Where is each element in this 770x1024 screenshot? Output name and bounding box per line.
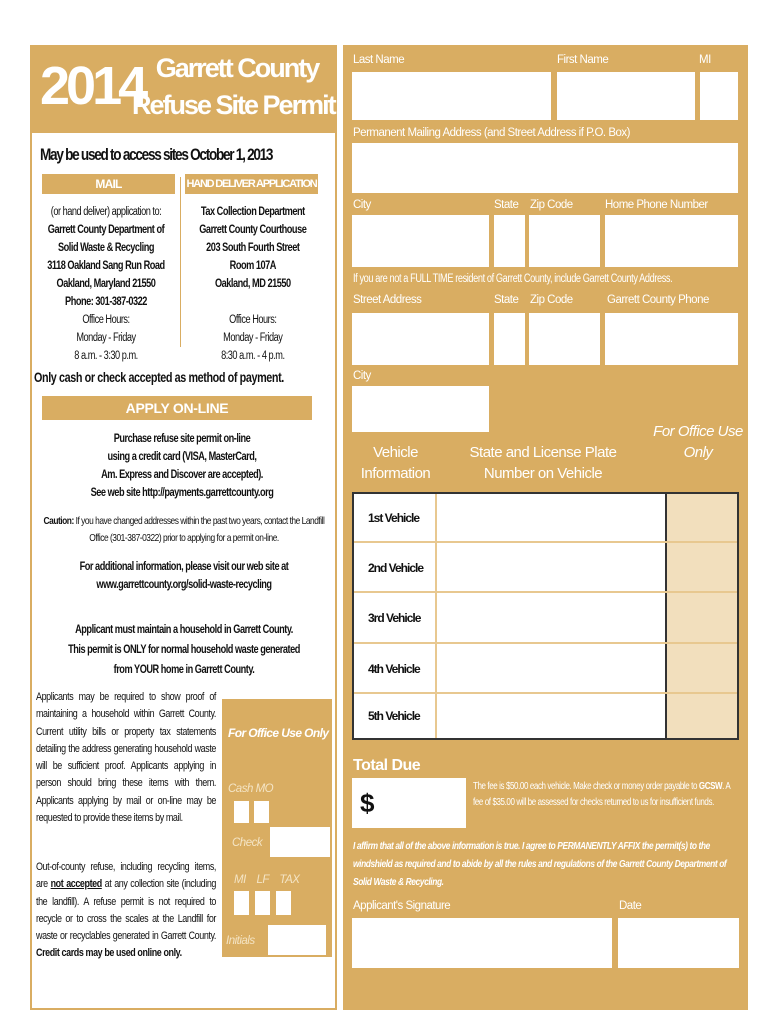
mail-bar: MAIL (42, 174, 175, 194)
vehicle-row[interactable]: 1st Vehicle (354, 494, 737, 543)
additional-info: For additional information, please visit our web site at www.garrettcounty.org/solid-waste-recycling (36, 558, 332, 594)
fee-note: The fee is $50.00 each vehicle. Make check or money order payable to GCSW. A fee of $35.00 will be assessed for checks returned to us for insufficient funds. (473, 781, 730, 808)
mailing-address-input[interactable] (352, 143, 738, 193)
city-input[interactable] (352, 215, 489, 267)
zip-input[interactable] (529, 215, 600, 267)
signature-input[interactable] (352, 918, 612, 968)
title-line1: Garrett County (155, 53, 319, 83)
gc-city-input[interactable] (352, 386, 489, 432)
initials-field[interactable] (268, 925, 326, 955)
household-requirement: Applicant must maintain a household in Garrett County. This permit is ONLY for normal household waste generated from YOUR home in Garrett County. (68, 624, 300, 676)
home-phone-input[interactable] (605, 215, 738, 267)
payments-link[interactable]: See web site http://payments.garrettcounty.org (90, 487, 274, 499)
vehicle-table (352, 492, 739, 740)
info-panel (30, 45, 337, 1010)
payment-note: Only cash or check accepted as method of payment. (34, 370, 284, 385)
vehicle-row[interactable]: 2nd Vehicle (354, 543, 737, 593)
year: 2014 (40, 56, 145, 116)
title-line2: Refuse Site Permit (132, 90, 335, 120)
header-band (32, 47, 335, 133)
lf-field[interactable] (255, 891, 270, 915)
first-name-input[interactable] (557, 72, 695, 120)
gc-zip-input[interactable] (529, 313, 600, 365)
access-date: May be used to access sites October 1, 2013 (40, 145, 273, 164)
affirmation: I affirm that all of the above information is true. I agree to PERMANENTLY AFFIX the permit(s) to the windshield as required and to abide by all the rules and regulations of the Garrett County Department of Solid Waste & Recycling. (353, 840, 727, 888)
apply-online-bar: APPLY ON-LINE (42, 396, 312, 420)
cash-checkbox[interactable] (234, 801, 249, 823)
date-input[interactable] (618, 918, 739, 968)
gc-state-input[interactable] (494, 313, 525, 365)
mi-input[interactable] (700, 72, 738, 120)
out-of-county-paragraph: Out-of-county refuse, including recycling items, are not accepted at any collection site (including the landfill). A refuse permit is not required to recycle or to cross the scales at the Landfill for waste or recyclables generated in Garrett County. Credit cards may be used online only. (36, 861, 216, 960)
vehicle-row[interactable]: 4th Vehicle (354, 644, 737, 694)
gc-street-input[interactable] (352, 313, 489, 365)
proof-paragraph: Applicants may be required to show proof of maintaining a household within Garrett County. Current utility bills or property tax statements detailing the address generating household waste will be sufficient proof. Applicants applying in person should bring these items with them. Applicants applying by mail or on-line may be requested to provide these items by mail. (36, 691, 216, 825)
tax-field[interactable] (276, 891, 291, 915)
mo-checkbox[interactable] (254, 801, 269, 823)
column-divider (180, 177, 181, 347)
vehicle-row[interactable]: 5th Vehicle (368, 709, 420, 723)
website-link[interactable]: www.garrettcounty.org/solid-waste-recycling (96, 579, 272, 591)
application-form: Last Name First Name MI Permanent Mailing Address (and Street Address if P.O. Box) City State Zip Code Home Phone Number If you are not a FULL TIME resident of Garrett County, include Garrett County Address. Street Address State Zip Code Garrett County Phone City Vehicle Information State and License Plate Number on Vehicle For Office Use Only 1st Vehicle 2nd Vehicle 3rd Vehicle 4th Vehicle 5th Vehicle Total Due $ The fee is $50.00 each vehicle. Make check or money order payable to GCSW. A fee of $35.00 will be assessed for checks returned to us for insufficient funds. I affirm that all of the above information is true. I agree to PERMANENTLY AFFIX the permit(s) to the windshield as required and to abide by all the rules and regulations of the Garrett County Department of Solid Waste & Recycling. Applicant's Signature Date (343, 45, 748, 1010)
gc-phone-input[interactable] (605, 313, 738, 365)
mail-address: (or hand deliver) application to: Garrett County Department of Solid Waste & Recycling 3118 Oakland Sang Run Road Oakland, Maryland 21550 Phone: 301-387-0322 Office Hours: Monday - Friday 8 a.m. - 3:30 p.m. (47, 206, 165, 362)
caution: Caution: If you have changed addresses within the past two years, contact the Landfill Office (301-387-0322) prior to applying for a permit on-line. (43, 515, 325, 544)
office-use-box: For Office Use Only Cash MO Check MI LF TAX Initials (222, 699, 332, 957)
total-due-input[interactable]: $ (352, 778, 466, 828)
check-field[interactable] (270, 827, 330, 857)
vehicle-row[interactable]: 3rd Vehicle (354, 593, 737, 644)
last-name-input[interactable] (352, 72, 551, 120)
online-instructions: Purchase refuse site permit on-line using a credit card (VISA, MasterCard, Am. Express and Discover are accepted). See web site http://payments.garrettcounty.org (42, 430, 322, 502)
hand-deliver-bar: HAND DELIVER APPLICATION (185, 174, 318, 194)
mi-field[interactable] (234, 891, 249, 915)
hand-deliver-address: Tax Collection Department Garrett County Courthouse 203 South Fourth Street Room 107A Oakland, MD 21550 Office Hours: Monday - Friday 8:30 a.m. - 4 p.m. (199, 206, 307, 362)
state-input[interactable] (494, 215, 525, 267)
